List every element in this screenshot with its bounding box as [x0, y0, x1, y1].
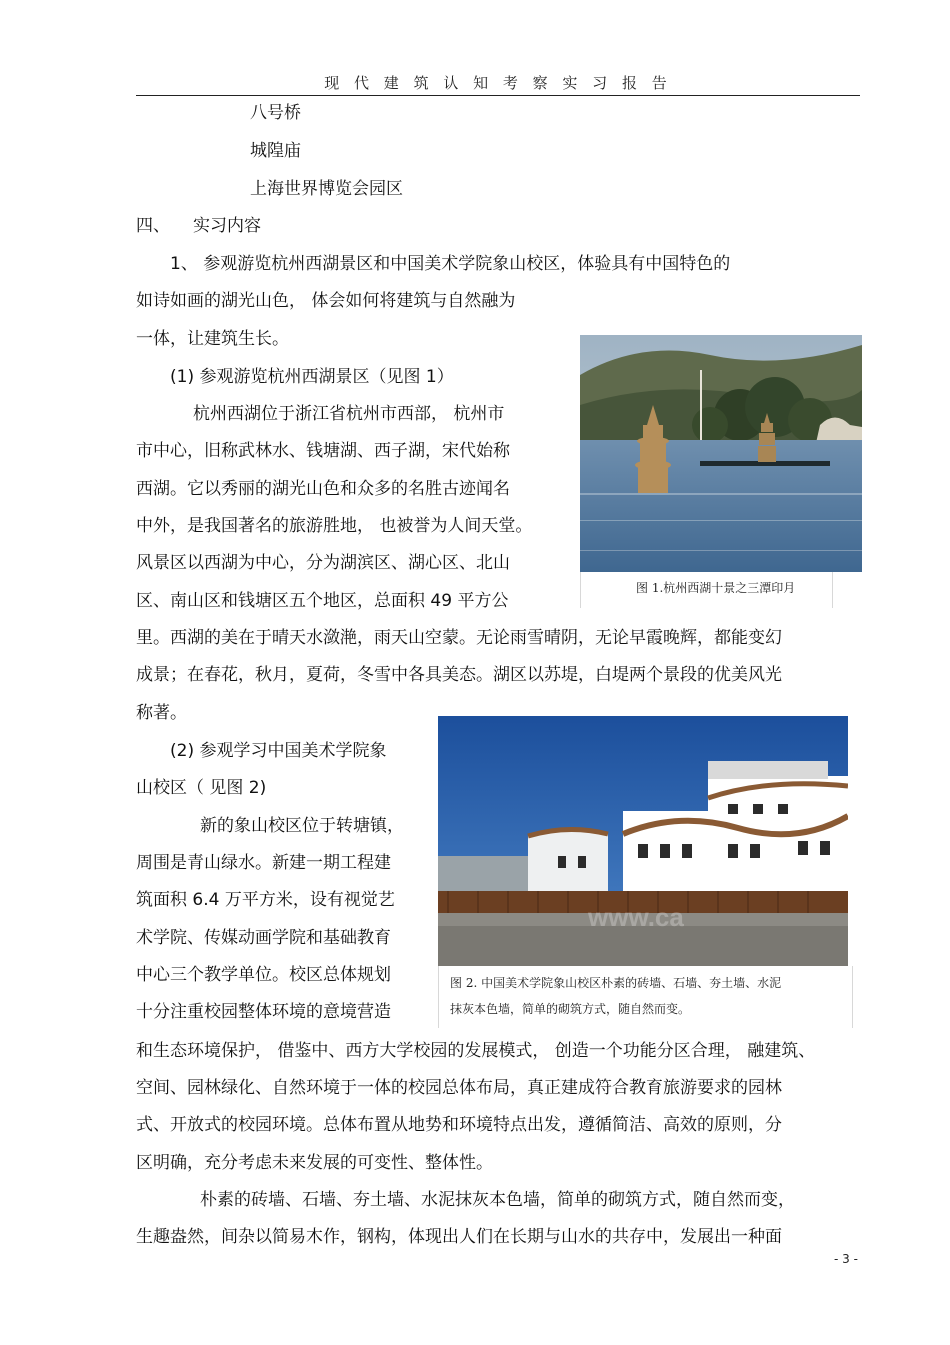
item1-line: 1、 参观游览杭州西湖景区和中国美术学院象山校区，体验具有中国特色的: [170, 254, 731, 274]
header-rule: [136, 95, 860, 96]
section-title: 实习内容: [193, 216, 261, 236]
paragraph-line: 区明确，充分考虑未来发展的可变性、整体性。: [136, 1153, 493, 1173]
paragraph-line: 称著。: [136, 703, 187, 723]
caption-rule: [438, 966, 439, 1028]
paragraph-line: 西湖。它以秀丽的湖光山色和众多的名胜古迹闻名: [136, 479, 510, 499]
figure-1-caption: 图 1.杭州西湖十景之三潭印月: [636, 581, 796, 595]
subsection-2-title: (2) 参观学习中国美术学院象: [170, 741, 387, 761]
figure-2-caption-line: 图 2. 中国美术学院象山校区朴素的砖墙、石墙、夯土墙、水泥: [450, 976, 782, 990]
paragraph-line: 式、开放式的校园环境。总体布置从地势和环境特点出发，遵循简洁、高效的原则，分: [136, 1115, 782, 1135]
caption-rule: [852, 966, 853, 1028]
paragraph-line: 里。西湖的美在于晴天水潋滟，雨天山空蒙。无论雨雪晴阴，无论早霞晚辉，都能变幻: [136, 628, 782, 648]
paragraph-line: 成景；在春花，秋月，夏荷，冬雪中各具美态。湖区以苏堤，白堤两个景段的优美风光: [136, 665, 782, 685]
figure-2-photo: [438, 716, 848, 966]
west-lake-illustration: [580, 335, 862, 572]
figure-2-caption-line: 抹灰本色墙，简单的砌筑方式，随自然而变。: [450, 1002, 691, 1016]
caption-rule: [580, 572, 581, 608]
paragraph-line: 中心三个教学单位。校区总体规划: [136, 965, 391, 985]
page-number: - 3 -: [834, 1252, 858, 1266]
paragraph-line: 中外，是我国著名的旅游胜地， 也被誉为人间天堂。: [136, 516, 533, 536]
item1-line: 一体，让建筑生长。: [136, 329, 289, 349]
paragraph-line: 和生态环境保护， 借鉴中、西方大学校园的发展模式， 创造一个功能分区合理， 融建筑、: [136, 1041, 816, 1061]
paragraph-line: 术学院、传媒动画学院和基础教育: [136, 928, 391, 948]
paragraph-line: 朴素的砖墙、石墙、夯土墙、水泥抹灰本色墙，简单的砌筑方式，随自然而变，: [200, 1190, 795, 1210]
site-item: 城隍庙: [250, 141, 301, 161]
paragraph-line: 杭州西湖位于浙江省杭州市西部， 杭州市: [193, 404, 505, 424]
site-item: 八号桥: [250, 103, 301, 123]
paragraph-line: 市中心，旧称武林水、钱塘湖、西子湖，宋代始称: [136, 441, 510, 461]
campus-illustration: [438, 716, 848, 966]
figure-1-photo: [580, 335, 862, 572]
paragraph-line: 新的象山校区位于转塘镇，: [200, 816, 404, 836]
site-item: 上海世界博览会园区: [250, 179, 403, 199]
running-header: 现 代 建 筑 认 知 考 察 实 习 报 告: [324, 74, 672, 92]
paragraph-line: 周围是青山绿水。新建一期工程建: [136, 853, 391, 873]
section-number: 四、: [136, 216, 170, 236]
paragraph-line: 生趣盎然，间杂以简易木作，钢构，体现出人们在长期与山水的共存中，发展出一种面: [136, 1227, 782, 1247]
paragraph-line: 十分注重校园整体环境的意境营造: [136, 1002, 391, 1022]
watermark-text: www.ca: [588, 902, 684, 932]
subsection-1-title: (1) 参观游览杭州西湖景区（见图 1）: [170, 367, 454, 387]
caption-rule: [832, 572, 833, 608]
subsection-2-title: 山校区（ 见图 2): [136, 778, 267, 798]
paragraph-line: 筑面积 6.4 万平方米，设有视觉艺: [136, 890, 395, 910]
item1-line: 如诗如画的湖光山色， 体会如何将建筑与自然融为: [136, 291, 516, 311]
paragraph-line: 区、南山区和钱塘区五个地区，总面积 49 平方公: [136, 591, 509, 611]
paragraph-line: 风景区以西湖为中心，分为湖滨区、湖心区、北山: [136, 553, 510, 573]
paragraph-line: 空间、园林绿化、自然环境于一体的校园总体布局，真正建成符合教育旅游要求的园林: [136, 1078, 782, 1098]
